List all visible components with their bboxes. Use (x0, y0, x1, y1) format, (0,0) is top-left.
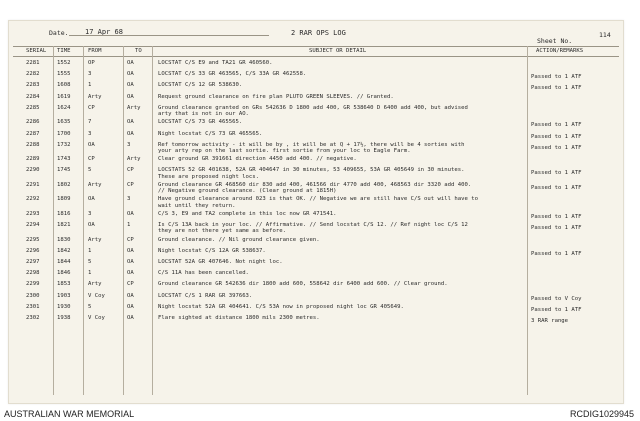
action-remark: Passed to 1 ATF (531, 213, 582, 220)
from-cell: OA (88, 196, 95, 203)
to-cell: OA (127, 210, 134, 217)
from-cell: 5 (88, 303, 92, 310)
to-cell: CP (127, 281, 134, 288)
serial-cell: 2296 (26, 247, 40, 254)
time-cell: 1821 (57, 222, 71, 229)
detail-line: Night locstat C/S 73 GR 465565. (158, 130, 263, 137)
from-cell: OA (88, 141, 95, 148)
time-cell: 1816 (57, 210, 71, 217)
time-cell: 1802 (57, 181, 71, 188)
detail-line: C/S 3, E9 and TA2 complete in this loc now GR 471541. (158, 210, 337, 217)
column-headers (9, 48, 623, 58)
archive-id: RCDIG1029945 (569, 409, 634, 419)
from-cell: 3 (88, 130, 92, 137)
log-row (9, 211, 623, 221)
to-cell: OA (127, 247, 134, 254)
to-cell: OA (127, 303, 134, 310)
log-row (9, 237, 623, 247)
from-cell: Arty (88, 281, 102, 288)
detail-line: Flare sighted at distance 1800 mils 2300 metres. (158, 315, 320, 321)
action-remark: Passed to 1 ATF (531, 225, 582, 232)
to-cell: OA (127, 130, 134, 137)
log-row (9, 82, 623, 92)
serial-cell: 2281 (26, 60, 40, 66)
detail-line: Have ground clearance around 023 is that OK. // Negative we are still have C/S out will have to (158, 196, 478, 203)
serial-cell: 2299 (26, 281, 40, 288)
serial-cell: 2293 (26, 210, 40, 217)
to-cell: 3 (127, 141, 131, 148)
archive-credit: AUSTRALIAN WAR MEMORIAL (4, 409, 135, 419)
detail-line: LOCSTAT 52A GR 407646. Not night loc. (158, 259, 283, 265)
from-cell: V Coy (88, 292, 105, 299)
from-cell: CP (88, 104, 95, 111)
serial-cell: 2298 (26, 270, 40, 277)
serial-cell: 2288 (26, 141, 40, 148)
detail-line: Ref tomorrow activity - it will be by , it will be at Q + 17½, there will be 4 sorties with (158, 141, 465, 148)
to-cell: OA (127, 292, 134, 299)
to-cell: Arty (127, 156, 141, 163)
to-cell: Arty (127, 104, 141, 111)
time-cell: 1732 (57, 141, 71, 148)
sheet-number: 114 (599, 31, 611, 39)
detail-line: they are not there yet same as before. (158, 228, 286, 235)
to-cell: OA (127, 82, 134, 89)
log-row (9, 259, 623, 269)
detail-line: LOCSTAT C/S 73 GR 465565. (158, 119, 243, 126)
log-row (9, 315, 623, 325)
log-row (9, 94, 623, 104)
time-cell: 1555 (57, 71, 71, 78)
log-row (9, 156, 623, 166)
detail-line: Request ground clearance on fire plan PLUTO GREEN SLEEVES. // Granted. (158, 93, 394, 100)
from-cell: 5 (88, 167, 92, 174)
serial-cell: 2283 (26, 82, 40, 89)
serial-cell: 2289 (26, 156, 40, 163)
from-cell: Arty (88, 236, 102, 243)
log-row (9, 196, 623, 209)
log-title: 2 RAR OPS LOG (291, 29, 346, 37)
log-row (9, 304, 623, 314)
to-cell: OA (127, 315, 134, 321)
detail-line: Ground clearance GR 542636 dir 1800 add 600, 558642 dir 6400 add 600. // Clear ground. (158, 281, 448, 288)
to-cell: OA (127, 259, 134, 265)
col-time: TIME (57, 48, 71, 54)
log-row (9, 248, 623, 258)
col-serial: SERIAL (26, 48, 47, 54)
from-cell: 5 (88, 259, 92, 265)
detail-line: Clear ground GR 391661 direction 4450 add 400. // negative. (158, 156, 357, 163)
to-cell: CP (127, 236, 134, 243)
log-row (9, 281, 623, 291)
action-remark: Passed to 1 ATF (531, 122, 582, 129)
detail-line: Night locstat 52A GR 404641. C/S 53A now in proposed night loc GR 405649. (158, 303, 404, 310)
from-cell: 1 (88, 82, 92, 89)
detail-line: wait until they return. (158, 202, 236, 209)
from-cell: 3 (88, 210, 92, 217)
detail-line: Is C/S 13A back in your loc. // Affirmative. // Send locstat C/S 12. // Ref night loc C/S 12 (158, 222, 468, 229)
date-underline (69, 35, 269, 36)
col-to: TO (135, 48, 142, 54)
serial-cell: 2287 (26, 130, 40, 137)
from-cell: OP (88, 60, 95, 66)
time-cell: 1830 (57, 236, 71, 243)
log-row (9, 293, 623, 303)
from-cell: 1 (88, 270, 92, 277)
action-remark: Passed to 1 ATF (531, 133, 582, 140)
detail-line: LOCSTAT C/S 1 RAR GR 397663. (158, 292, 253, 299)
log-row (9, 60, 623, 70)
to-cell: CP (127, 167, 134, 174)
serial-cell: 2297 (26, 259, 40, 265)
detail-line: Ground clearance. // Nil ground clearance given. (158, 236, 320, 243)
action-remark: Passed to 1 ATF (531, 170, 582, 177)
serial-cell: 2284 (26, 93, 40, 100)
to-cell: OA (127, 71, 134, 78)
detail-line: LOCSTATS 52 GR 401638, 52A GR 404647 in 30 minutes, 53 409655, 53A GR 405649 in 30 minutes. (158, 167, 465, 174)
serial-cell: 2301 (26, 303, 40, 310)
action-remark: Passed to 1 ATF (531, 144, 582, 151)
time-cell: 1903 (57, 292, 71, 299)
from-cell: Arty (88, 93, 102, 100)
to-cell: OA (127, 93, 134, 100)
action-remark: 3 RAR range (531, 318, 569, 324)
date-label: Date. (49, 29, 69, 37)
time-cell: 1930 (57, 303, 71, 310)
time-cell: 1619 (57, 93, 71, 100)
time-cell: 1700 (57, 130, 71, 137)
log-row (9, 141, 623, 155)
detail-line: LOCSTAT C/S E9 and TA21 GR 460560. (158, 60, 273, 66)
log-row (9, 167, 623, 180)
to-cell: OA (127, 119, 134, 126)
time-cell: 1809 (57, 196, 71, 203)
time-cell: 1743 (57, 156, 71, 163)
log-row (9, 222, 623, 235)
col-action: ACTION/REMARKS (536, 48, 584, 54)
detail-line: C/S 11A has been cancelled. (158, 270, 249, 277)
from-cell: CP (88, 156, 95, 163)
time-cell: 1846 (57, 270, 71, 277)
from-cell: 3 (88, 71, 92, 78)
detail-line: LOCSTAT C/S 33 GR 463565, C/S 33A GR 462558. (158, 71, 307, 78)
serial-cell: 2285 (26, 104, 40, 111)
from-cell: Arty (88, 181, 102, 188)
action-remark: Passed to 1 ATF (531, 85, 582, 92)
from-cell: V Coy (88, 315, 105, 321)
log-row (9, 71, 623, 81)
time-cell: 1745 (57, 167, 71, 174)
time-cell: 1844 (57, 259, 71, 265)
col-from: FROM (88, 48, 102, 54)
serial-cell: 2292 (26, 196, 40, 203)
time-cell: 1635 (57, 119, 71, 126)
serial-cell: 2302 (26, 315, 40, 321)
action-remark: Passed to 1 ATF (531, 74, 582, 81)
time-cell: 1938 (57, 315, 71, 321)
date-value: 17 Apr 68 (85, 28, 123, 36)
action-remark: Passed to 1 ATF (531, 250, 582, 257)
to-cell: OA (127, 60, 134, 66)
time-cell: 1624 (57, 104, 71, 111)
serial-cell: 2282 (26, 71, 40, 78)
to-cell: 3 (127, 196, 131, 203)
log-row (9, 181, 623, 195)
time-cell: 1552 (57, 60, 71, 66)
log-row (9, 131, 623, 141)
from-cell: 1 (88, 247, 92, 254)
to-cell: CP (127, 181, 134, 188)
detail-line: // Negative ground clearance. (Clear ground at 1815H) (158, 188, 337, 195)
col-subject: SUBJECT OR DETAIL (309, 48, 367, 54)
time-cell: 1853 (57, 281, 71, 288)
sheet-label: Sheet No. (537, 37, 573, 45)
time-cell: 1842 (57, 247, 71, 254)
to-cell: 1 (127, 222, 131, 229)
serial-cell: 2291 (26, 181, 40, 188)
from-cell: OA (88, 222, 95, 229)
detail-line: arty that is not in our AO. (158, 111, 249, 118)
serial-cell: 2286 (26, 119, 40, 126)
serial-cell: 2290 (26, 167, 40, 174)
header-top-rule (13, 46, 619, 47)
serial-cell: 2294 (26, 222, 40, 229)
detail-line: Night locstat C/S 12A GR 538637. (158, 247, 266, 254)
detail-line: LOCSTAT C/S 12 GR 538630. (158, 82, 243, 89)
detail-line: These are proposed night locs. (158, 173, 260, 180)
time-cell: 1608 (57, 82, 71, 89)
log-sheet (8, 20, 624, 404)
detail-line: your arty rep on the last sortie. first sortie from your loc to Eagle Farm. (158, 148, 411, 155)
action-remark: Passed to 1 ATF (531, 306, 582, 313)
to-cell: OA (127, 270, 134, 277)
log-row (9, 119, 623, 129)
action-remark: Passed to V Coy (531, 295, 582, 302)
serial-cell: 2295 (26, 236, 40, 243)
serial-cell: 2300 (26, 292, 40, 299)
log-row (9, 104, 623, 118)
detail-line: Ground clearance GR 468560 dir 830 add 400, 461566 dir 4770 add 400, 468563 dir 3320 add 400. (158, 181, 472, 188)
from-cell: 7 (88, 119, 92, 126)
log-row (9, 270, 623, 280)
action-remark: Passed to 1 ATF (531, 184, 582, 191)
detail-line: Ground clearance granted on GRs 542636 D 1800 add 400, GR 538640 D 6400 add 400, but advised (158, 104, 468, 111)
